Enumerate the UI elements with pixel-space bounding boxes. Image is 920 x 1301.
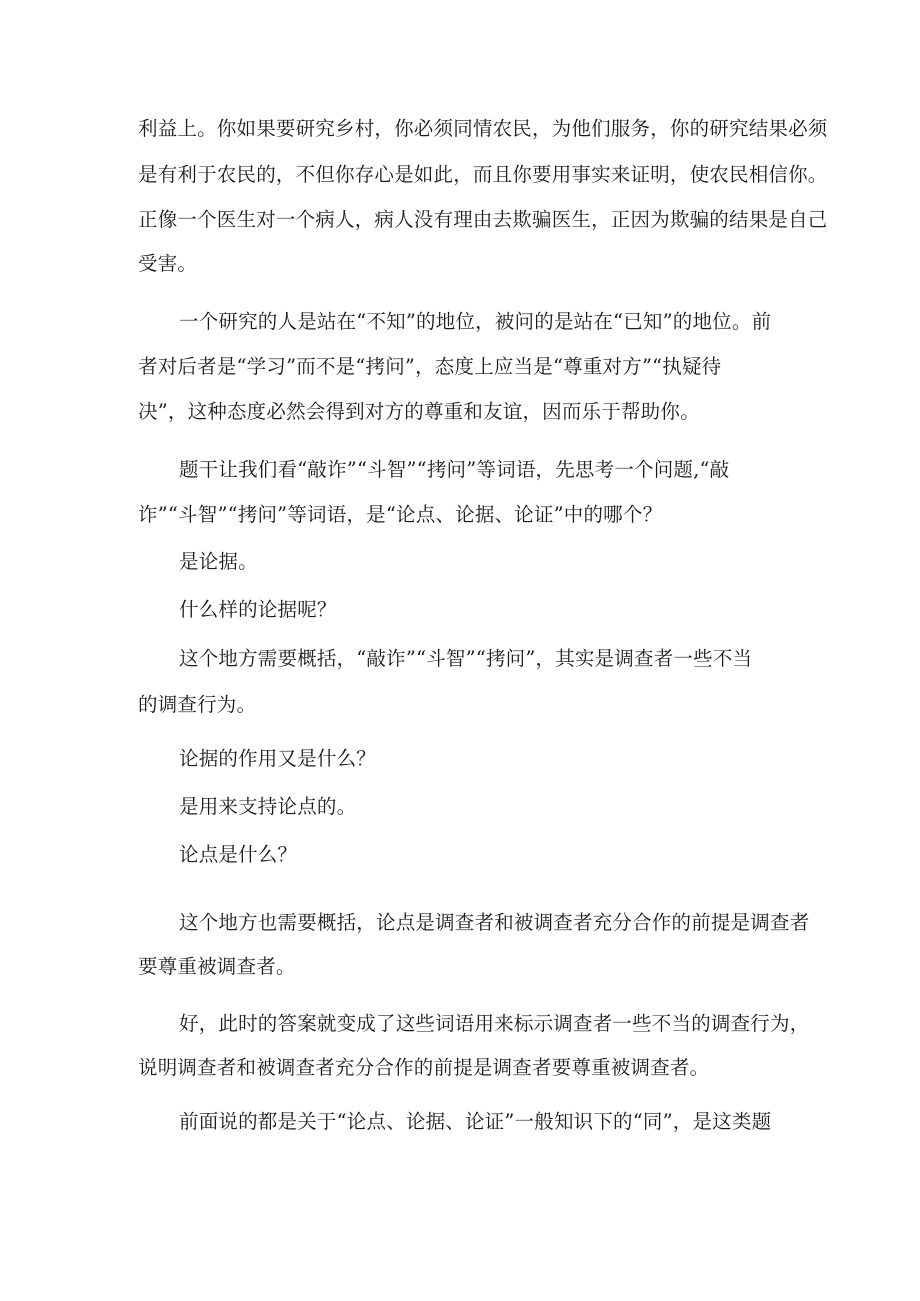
text-line: 者对后者是“学习”而不是“拷问”，态度上应当是“尊重对方”“执疑待 — [138, 355, 722, 378]
text-line: 前面说的都是关于“论点、论据、论证”一般知识下的“同”，是这类题 — [179, 1110, 772, 1133]
text-line: 题干让我们看“敲诈”“斗智”“拷问”等词语，先思考一个问题,“敲 — [179, 458, 730, 481]
text-line: 要尊重被调查者。 — [138, 955, 296, 978]
text-line: 的调查行为。 — [138, 693, 257, 716]
text-line: 是有利于农民的，不但你存心是如此，而且你要用事实来证明，使农民相信你。 — [138, 163, 828, 186]
text-line: 什么样的论据呢？ — [179, 598, 337, 621]
text-line: 诈”“斗智”“拷问”等词语，是“论点、论据、论证”中的哪个？ — [138, 503, 663, 526]
text-line: 受害。 — [138, 252, 198, 275]
text-line: 正像一个医生对一个病人，病人没有理由去欺骗医生，正因为欺骗的结果是自己 — [138, 208, 828, 231]
text-line: 论点是什么？ — [179, 843, 298, 866]
text-line: 是用来支持论点的。 — [179, 795, 357, 818]
text-line: 利益上。你如果要研究乡村，你必须同情农民，为他们服务，你的研究结果必须 — [138, 117, 828, 140]
text-line: 决”，这种态度必然会得到对方的尊重和友谊，因而乐于帮助你。 — [138, 400, 700, 423]
text-line: 说明调查者和被调查者充分合作的前提是调查者要尊重被调查者。 — [138, 1056, 710, 1079]
text-line: 这个地方也需要概括，论点是调查者和被调查者充分合作的前提是调查者 — [179, 911, 810, 934]
text-line: 这个地方需要概括，“敲诈”“斗智”“拷问”，其实是调查者一些不当 — [179, 647, 753, 670]
text-line: 论据的作用又是什么？ — [179, 747, 377, 770]
text-line: 一个研究的人是站在“不知”的地位，被问的是站在“已知”的地位。前 — [179, 310, 772, 333]
text-line: 好，此时的答案就变成了这些词语用来标示调查者一些不当的调查行为， — [179, 1012, 810, 1035]
text-line: 是论据。 — [179, 550, 258, 573]
